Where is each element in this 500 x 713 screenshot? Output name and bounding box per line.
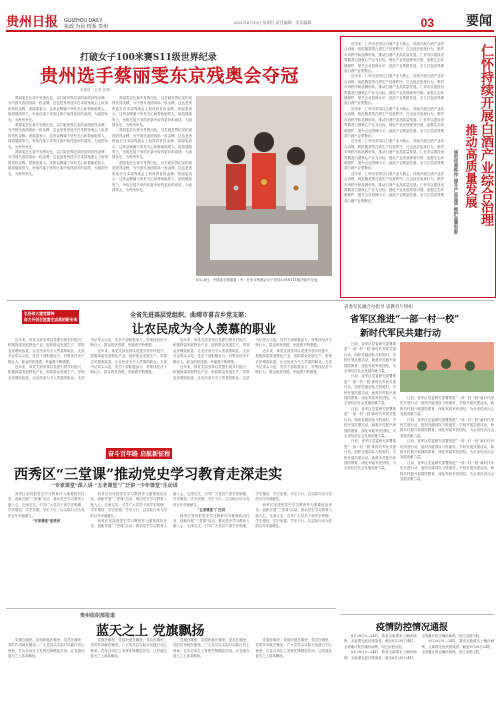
county-body: 近年来，该党支部坚持以党建引领乡村振兴，积极探索发展特色产业，组织群众发展生产，带领农民增收致富，让农民成为令人羡慕的职业。支部书记带头示范，党员干部积极参与，村集体经济不断壮大，群众的获得感、幸福感不断增强。 近年来，该党支部坚持以党建引领乡村振兴，积极探索发展特色产业，组织群众发展生产，带领农民增收致富，让农民成为令人羡慕的职业。支部书记带头示范，党员干部积极参与，村集体经济不断壮大，群众的获得感、幸福感不断增强。 近年来，该党支部坚持以党建引领乡村振兴，积极探索发展特色产业，组织群众发展生产，带领农民增收致富，让农民成为令人羡慕的职业。支部书记带头示范，党员干部积极参与，村集体经济不断壮大，群众的获得感、幸福感不断增强。 近年来，该党支部坚持以党建引领乡村振兴，积极探索发展特色产业，组织群众发展生产，带领农民增收致富，让农民成为令人羡慕的职业。支部书记带头示范，党员干部积极参与，村集体经济不断壮大，群众的获得感、幸福感不断增强。 近年来，该党支部坚持以党建引领乡村振兴，积极探索发展特色产业，组织群众发展生产，带领农民增收致富，让农民成为令人羡慕的职业。支部书记带头示范，党员干部积极参与，村集体经济不断壮大，群众的获得感、幸福感不断增强。 近年来，该党支部坚持以党建引领乡村振兴，积极探索发展特色产业，组织群众发展生产，带领农民增收致富，让农民成为令人羡慕的职业。支部书记带头示范，党员干部积极参与，村集体经济不断壮大，群众的获得感、幸福感不断增强。	[8, 338, 332, 380]
epidemic-body: 8月28日0—24时，我省无新增本土确诊病例，无新增无症状感染者。截至8月28日24时，全省累计报告确诊病例，均已治愈出院。 8月28日0—24时，我省无新增本土确诊病例，无新增无症状感染者。截至8月28日24时，全省累计报告确诊病例，均已治愈出院。 8月28日0—24时，我省无新增本土确诊病例，无新增无症状感染者。截至8月28日24时，全省累计报告确诊病例，均已治愈出院。	[344, 634, 494, 660]
feature-subtitle: 规范经营秩序 提升产品品质 维护品牌形象	[453, 150, 458, 235]
campaign-banner-line2: 奋力开创百姓富生态美的新未来	[24, 317, 78, 322]
school-body-col2: 日前，省军区党委研究部署推进“一部一村一校”新时代军民共建行动，组织各级部队与驻地村、学校开展共建活动，助推乡村振兴和国防教育，深化军政军民团结，为全省经济社会发展贡献力量。 日前，省军区党委研究部署推进“一部一村一校”新时代军民共建行动，组织各级部队与驻地村、学校开展共建活动，助推乡村振兴和国防教育，深化军政军民团结，为全省经济社会发展贡献力量。 日前，省军区党委研究部署推进“一部一村一校”新时代军民共建行动，组织各级部队与驻地村、学校开展共建活动，助推乡村振兴和国防教育，深化军政军民团结，为全省经济社会发展贡献力量。 日前，省军区党委研究部署推进“一部一村一校”新时代军民共建行动，组织各级部队与驻地村、学校开展共建活动，助推乡村振兴和国防教育，深化军政军民团结，为全省经济社会发展贡献力量。	[400, 396, 494, 482]
party-body: 党旗在哪里，党组织就在哪里；党员在哪里，党的作用就在哪里。广大党员以实际行动践行初心使命，在各自岗位上发挥先锋模范作用，让党旗在蓝天之上高高飘扬。 党旗在哪里，党组织就在哪里；党员在哪里，党的作用就在哪里。广大党员以实际行动践行初心使命，在各自岗位上发挥先锋模范作用，让党旗在蓝天之上高高飘扬。 党旗在哪里，党组织就在哪里；党员在哪里，党的作用就在哪里。广大党员以实际行动践行初心使命，在各自岗位上发挥先锋模范作用，让党旗在蓝天之上高高飘扬。 党旗在哪里，党组织就在哪里；党员在哪里，党的作用就在哪里。广大党员以实际行动践行初心使命，在各自岗位上发挥先锋模范作用，让党旗在蓝天之上高高飘扬。	[8, 638, 332, 659]
divider	[340, 614, 494, 615]
west-body: 西秀区坚持把党史学习教育作为重要政治任务，创新开展“三堂课”活动，推动党史学习教育入脑入心、走深走实，引导广大党员干部学史明理、学史增信、学史崇德、学史力行，以实际行动为党的百年华诞献礼。 “专家课堂”系统讲 西秀区坚持把党史学习教育作为重要政治任务，创新开展“三堂课”活动，推动党史学习教育入脑入心、走深走实，引导广大党员干部学史明理、学史增信、学史崇德、学史力行，以实际行动为党的百年华诞献礼。 西秀区坚持把党史学习教育作为重要政治任务，创新开展“三堂课”活动，推动党史学习教育入脑入心、走深走实，引导广大党员干部学史明理、学史增信、学史崇德、学史力行，以实际行动为党的百年华诞献礼。 “五老课堂”广泛讲 西秀区坚持把党史学习教育作为重要政治任务，创新开展“三堂课”活动，推动党史学习教育入脑入心、走深走实，引导广大党员干部学史明理、学史增信、学史崇德、学史力行，以实际行动为党的百年华诞献礼。 西秀区坚持把党史学习教育作为重要政治任务，创新开展“三堂课”活动，推动党史学习教育入脑入心、走深走实，引导广大党员干部学史明理、学史增信、学史崇德、学史力行，以实际行动为党的百年华诞献礼。	[8, 492, 332, 529]
west-section-2: “五老课堂”广泛讲	[197, 508, 226, 513]
feature-body: 近年来，仁怀市坚持以白酒产业为核心，持续开展白酒产业综合治理，规范酱香型白酒生产经营秩序，打击违法违规行为，维护市场秩序和品牌形象，推动白酒产业高质量发展。仁怀市以建设世界酱香白酒核心产区为目标，强化产业发展规划引领，加强生态环境保护，提升企业管理水平，促进产业集群发展，全力打造世界酱香白酒产业集聚区。 近年来，仁怀市坚持以白酒产业为核心，持续开展白酒产业综合治理，规范酱香型白酒生产经营秩序，打击违法违规行为，维护市场秩序和品牌形象，推动白酒产业高质量发展。仁怀市以建设世界酱香白酒核心产区为目标，强化产业发展规划引领，加强生态环境保护，提升企业管理水平，促进产业集群发展，全力打造世界酱香白酒产业集聚区。 近年来，仁怀市坚持以白酒产业为核心，持续开展白酒产业综合治理，规范酱香型白酒生产经营秩序，打击违法违规行为，维护市场秩序和品牌形象，推动白酒产业高质量发展。仁怀市以建设世界酱香白酒核心产区为目标，强化产业发展规划引领，加强生态环境保护，提升企业管理水平，促进产业集群发展，全力打造世界酱香白酒产业集聚区。 近年来，仁怀市坚持以白酒产业为核心，持续开展白酒产业综合治理，规范酱香型白酒生产经营秩序，打击违法违规行为，维护市场秩序和品牌形象，推动白酒产业高质量发展。仁怀市以建设世界酱香白酒核心产区为目标，强化产业发展规划引领，加强生态环境保护，提升企业管理水平，促进产业集群发展，全力打造世界酱香白酒产业集聚区。 近年来，仁怀市坚持以白酒产业为核心，持续开展白酒产业综合治理，规范酱香型白酒生产经营秩序，打击违法违规行为，维护市场秩序和品牌形象，推动白酒产业高质量发展。仁怀市以建设世界酱香白酒核心产区为目标，强化产业发展规划引领，加强生态环境保护，提升企业管理水平，促进产业集群发展，全力打造世界酱香白酒产业集聚区。	[344, 42, 444, 203]
lead-byline: 本报讯（记者 贺辉）	[80, 88, 114, 92]
lead-kicker: 打破女子100米赛S11级世界纪录	[80, 53, 217, 63]
party-headline: 蓝天之上 党旗飘扬	[96, 624, 205, 639]
english-subtitle: 执政 为民 情系 贵州	[64, 24, 109, 30]
school-photo	[400, 342, 494, 392]
centennial-banner: 奋斗百年路 启航新征程	[106, 448, 172, 459]
newspaper-logo: 贵州日报	[6, 15, 59, 30]
english-title: GUIZHOU DAILY	[64, 18, 103, 24]
lead-body-col1: 蔡丽雯在比赛中发挥出色，以打破世界纪录的成绩获得金牌，为中国代表团再添一枚金牌，这也是贵州选手在本届残奥会上取得的首枚金牌。蔡丽雯表示，这块金牌属于所有关心和帮助她的人，她将继续努力，争取在接下来的比赛中取得更好的成绩，为祖国争光，为贵州争光。 蔡丽雯在比赛中发挥出色，以打破世界纪录的成绩获得金牌，为中国代表团再添一枚金牌，这也是贵州选手在本届残奥会上取得的首枚金牌。蔡丽雯表示，这块金牌属于所有关心和帮助她的人，她将继续努力，争取在接下来的比赛中取得更好的成绩，为祖国争光，为贵州争光。 蔡丽雯在比赛中发挥出色，以打破世界纪录的成绩获得金牌，为中国代表团再添一枚金牌，这也是贵州选手在本届残奥会上取得的首枚金牌。蔡丽雯表示，这块金牌属于所有关心和帮助她的人，她将继续努力，争取在接下来的比赛中取得更好的成绩，为祖国争光，为贵州争光。	[8, 96, 108, 176]
school-kicker: 省委军民融合办指导 省教育厅组织	[344, 305, 413, 310]
campaign-banner	[22, 310, 79, 324]
feature-headline-a: 仁怀持续开展白酒产业综合治理	[478, 44, 493, 226]
west-section-1: “专家课堂”系统讲	[32, 519, 61, 524]
county-kicker: 全省先进基层党组织、曲靖市喜吉乡党支部：	[130, 312, 251, 319]
county-headline: 让农民成为令人羡慕的职业	[132, 322, 277, 336]
school-photo-illustration	[400, 342, 494, 392]
masthead-english	[64, 18, 108, 30]
party-kicker: 贵州组织部报道	[80, 613, 116, 619]
epidemic-headline: 疫情防控情况通报	[376, 623, 449, 633]
divider	[6, 300, 494, 301]
lead-photo-caption: 8月28日，中国选手蔡丽雯（中）在东京残奥会女子田径100米T11级决赛中夺冠。	[196, 278, 321, 282]
lead-body-col2: 蔡丽雯在比赛中发挥出色，以打破世界纪录的成绩获得金牌，为中国代表团再添一枚金牌，这也是贵州选手在本届残奥会上取得的首枚金牌。蔡丽雯表示，这块金牌属于所有关心和帮助她的人，她将继续努力，争取在接下来的比赛中取得更好的成绩，为祖国争光，为贵州争光。 蔡丽雯在比赛中发挥出色，以打破世界纪录的成绩获得金牌，为中国代表团再添一枚金牌，这也是贵州选手在本届残奥会上取得的首枚金牌。蔡丽雯表示，这块金牌属于所有关心和帮助她的人，她将继续努力，争取在接下来的比赛中取得更好的成绩，为祖国争光，为贵州争光。 蔡丽雯在比赛中发挥出色，以打破世界纪录的成绩获得金牌，为中国代表团再添一枚金牌，这也是贵州选手在本届残奥会上取得的首枚金牌。蔡丽雯表示，这块金牌属于所有关心和帮助她的人，她将继续努力，争取在接下来的比赛中取得更好的成绩，为祖国争光，为贵州争光。	[112, 96, 192, 192]
west-subtitle: “专家课堂”深入讲 “五老课堂”广泛讲 “少年课堂”生动讲	[52, 483, 178, 489]
lead-photo	[196, 96, 332, 276]
page-section-name: 要闻	[465, 14, 492, 29]
masthead	[6, 4, 494, 32]
school-headline-a: 省军区推进“一部一村一校”	[350, 315, 460, 325]
campaign-banner-line1: 弘扬伟大建党精神	[24, 311, 55, 316]
page-number: 03	[420, 16, 434, 30]
issue-meta: 2021年8月29日 星期日 责任编辑 · 美术编辑	[234, 20, 312, 25]
school-body-col1: 日前，省军区党委研究部署推进“一部一村一校”新时代军民共建行动，组织各级部队与驻地村、学校开展共建活动，助推乡村振兴和国防教育，深化军政军民团结，为全省经济社会发展贡献力量。 日前，省军区党委研究部署推进“一部一村一校”新时代军民共建行动，组织各级部队与驻地村、学校开展共建活动，助推乡村振兴和国防教育，深化军政军民团结，为全省经济社会发展贡献力量。 日前，省军区党委研究部署推进“一部一村一校”新时代军民共建行动，组织各级部队与驻地村、学校开展共建活动，助推乡村振兴和国防教育，深化军政军民团结，为全省经济社会发展贡献力量。 日前，省军区党委研究部署推进“一部一村一校”新时代军民共建行动，组织各级部队与驻地村、学校开展共建活动，助推乡村振兴和国防教育，深化军政军民团结，为全省经济社会发展贡献力量。	[344, 342, 396, 471]
feature-headline-b: 推动高质量发展	[464, 124, 478, 208]
west-headline: 西秀区“三堂课”推动党史学习教育走深走实	[14, 467, 283, 483]
lead-headline: 贵州选手蔡丽雯东京残奥会夺冠	[40, 66, 299, 87]
divider	[6, 608, 336, 609]
school-headline-b: 新时代军民共建行动	[360, 329, 442, 339]
podium-photo-illustration	[196, 96, 332, 276]
